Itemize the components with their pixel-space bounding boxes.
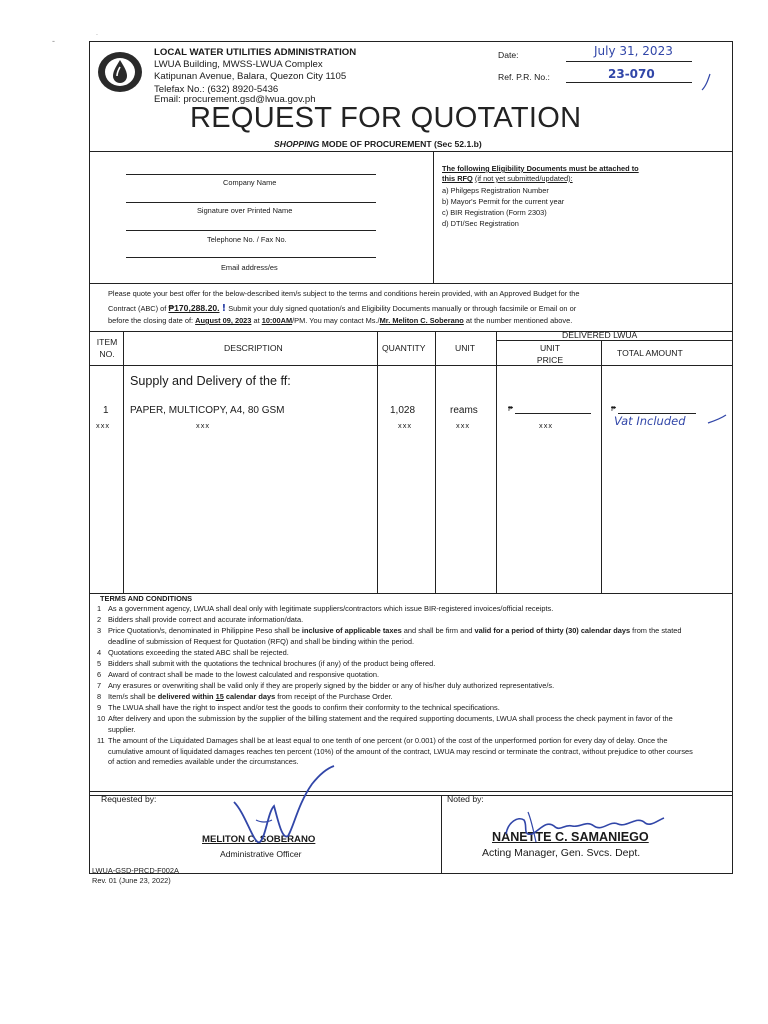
term-text: inclusive of applicable taxes [301,626,402,635]
closing-date-label: before the closing date of: [108,316,194,325]
instructions-abc-label: Contract (ABC) of [108,304,167,313]
rfq-form [89,41,733,796]
requester-name: MELITON C. SOBERANO [202,834,316,845]
ref-pr-label: Ref. P.R. No.: [498,72,550,82]
terms-bottom-border [90,791,732,792]
term-text: As a government agency, LWUA shall deal only with legitimate suppliers/contractors which issue BIR-registered invoices/official receipts. [108,604,554,613]
requester-title: Administrative Officer [220,849,302,859]
term-text: Award of contract shall be made to the lowest calculated and responsive quotation. [108,670,380,679]
term-number: 7 [97,681,102,690]
item-quantity: 1,028 [390,405,416,416]
end-marker: xxx [539,421,554,430]
company-name-line [126,174,376,175]
term-text: Quotations exceeding the stated ABC shall be rejected. [108,648,289,657]
term-text: 15 [215,692,224,701]
term-text: Bidders shall provide correct and accurate information/data. [108,615,304,624]
instructions-line3 [108,316,572,325]
org-name: LOCAL WATER UTILITIES ADMINISTRATION [154,47,357,58]
org-telefax: Telefax No.: (632) 8920-5436 [154,84,279,95]
procurement-mode-emph: SHOPPING [274,139,320,149]
term-item [97,626,698,647]
eligibility-divider [90,283,732,284]
date-underline [566,61,692,62]
table-header-bottom-border [90,365,732,366]
lwua-logo-icon [96,50,144,94]
requester-signature [220,762,350,857]
date-label: Date: [498,50,519,60]
term-item [97,714,698,735]
peso-sign: ₱ [611,404,616,413]
term-text: from receipt of the Purchase Order. [275,692,393,701]
term-number: 10 [97,714,106,723]
term-number: 3 [97,626,102,635]
instructions-submit: Submit your duly signed quotation/s and Eligibility Documents manually or through facsimile or Email on or [228,304,577,313]
term-text: The amount of the Liquidated Damages shall be at least equal to one tenth of one percent (or 0.001) of the cost of the unperformed portion for every day of delay. Once the cumulative amount of liquidated damages reaches ten percent (10%) of the amount of the contract, LWUA may rescind or terminate the contract, without prejudice to other courses of action and remedies available under the circumstances. [108,736,693,766]
term-text: Item/s shall be [108,692,158,701]
item-unit: reams [450,405,478,416]
term-number: 2 [97,615,102,624]
signature-divider [89,795,90,874]
col-divider-description [377,331,378,593]
header-total-amount: TOTAL AMOUNT [617,348,683,358]
ref-pr-underline [566,82,692,83]
eligibility-item: b) Mayor's Permit for the current year [442,197,565,206]
contact-label: /PM. You may contact Ms./ [292,316,380,325]
header-description: DESCRIPTION [224,343,283,353]
header-delivered: DELIVERED LWUA [562,330,638,340]
eligibility-heading-line2 [442,174,573,183]
col-divider-quantity [435,331,436,593]
closing-time: 10:00AM [261,316,293,325]
term-item [97,670,698,681]
term-item [97,692,698,703]
noter-name: NANETTE C. SAMANIEGO [492,830,649,844]
term-number: 9 [97,703,102,712]
org-address-line1: LWUA Building, MWSS-LWUA Complex [154,59,323,70]
term-text: delivered within [157,692,216,701]
term-text: calendar days [223,692,276,701]
terms-heading: TERMS AND CONDITIONS [100,594,193,603]
term-number: 1 [97,604,102,613]
email-label: Email address/es [221,263,278,272]
unit-price-blank [515,413,591,414]
header-quantity: QUANTITY [382,343,426,353]
term-number: 5 [97,659,102,668]
telephone-line [126,230,376,231]
item-number: 1 [103,405,109,416]
closing-at: at [253,316,260,325]
abc-amount: ₱170,288.20. [168,303,220,313]
terms-list [97,604,708,788]
term-item [97,659,698,670]
item-description: PAPER, MULTICOPY, A4, 80 GSM [130,405,285,416]
eligibility-heading-rfq: this RFQ [442,174,473,183]
term-number: 6 [97,670,102,679]
term-number: 8 [97,692,102,701]
term-item [97,604,698,615]
noter-title: Acting Manager, Gen. Svcs. Dept. [482,847,641,859]
form-code: LWUA-GSD-PRCD-F002A [92,866,179,875]
noted-by-label: Noted by: [447,794,484,804]
instructions-line2 [108,303,576,314]
instructions-line1: Please quote your best offer for the below-described item/s subject to the terms and conditions herein provided, with an Approved Budget for the [108,289,580,298]
bidder-eligibility-divider [433,151,434,283]
term-item [97,648,698,659]
term-text: Bidders shall submit with the quotations the technical brochures (if any) of the product being offered. [108,659,436,668]
eligibility-heading-note: (if not yet submitted/updated): [474,174,573,183]
stray-mark: - [52,36,55,46]
header-unit: UNIT [455,343,476,353]
date-value: July 31, 2023 [594,44,673,58]
email-line [126,257,376,258]
peso-sign: ₱ [508,404,513,413]
term-number: 11 [97,736,105,745]
header-item-no: ITEM NO. [96,337,118,359]
term-text: from the stated deadline of submission of Request for Quotation (RFQ) and shall be binding within the period. [108,626,682,646]
signature-bottom-border [89,873,733,874]
col-divider-item [123,331,124,593]
header-unit-price: UNIT PRICE [536,343,564,365]
closing-date: August 09, 2023 [195,316,252,325]
end-marker: xxx [96,421,111,430]
signature-divider [732,795,733,874]
eligibility-heading: The following Eligibility Documents must be attached to [442,164,639,173]
term-item [97,736,698,768]
contact-note: at the number mentioned above. [465,316,573,325]
supply-intro: Supply and Delivery of the ff: [130,374,291,388]
eligibility-item: a) Philgeps Registration Number [442,186,549,195]
term-item [97,681,698,692]
header-divider [90,151,732,152]
telephone-label: Telephone No. / Fax No. [207,235,287,244]
check-mark-icon [700,72,714,92]
term-text: and shall be firm and [401,626,475,635]
ref-pr-value: 23-070 [608,67,655,81]
abc-correction-mark: ! [221,303,227,314]
signature-line [126,202,376,203]
noter-signature [498,806,668,846]
term-text: Any erasures or overwriting shall be valid only if they are properly signed by the bidder or any of his/her duly authorized representative/s. [108,681,555,690]
requested-by-label: Requested by: [101,794,157,804]
term-item [97,703,698,714]
signature-label: Signature over Printed Name [197,206,293,215]
document-title: REQUEST FOR QUOTATION [190,102,582,134]
col-divider-unit-price [601,340,602,593]
end-marker: xxx [398,421,413,430]
signature-divider [441,795,442,874]
term-text: The LWUA shall have the right to inspect and/or test the goods to confirm their conformity to the technical specifications. [108,703,500,712]
delivered-subheader-line [496,340,732,341]
end-marker: xxx [196,421,211,430]
end-marker: xxx [456,421,471,430]
term-text: Price Quotation/s, denominated in Philippine Peso shall be [108,626,302,635]
eligibility-item: c) BIR Registration (Form 2303) [442,208,547,217]
org-email: Email: procurement.gsd@lwua.gov.ph [154,94,316,105]
term-text: After delivery and upon the submission by the supplier of the billing statement and the required supporting documents, LWUA shall process the check payment in favor of the supplier. [108,714,673,734]
procurement-mode [274,139,482,149]
term-number: 4 [97,648,102,657]
contact-person: Mr. Meliton C. Soberano [379,316,464,325]
eligibility-item: d) DTI/Sec Registration [442,219,519,228]
vat-included-note: Vat Included [614,414,686,428]
org-address-line2: Katipunan Avenue, Balara, Quezon City 1105 [154,71,347,82]
form-revision: Rev. 01 (June 23, 2022) [92,876,171,885]
procurement-mode-rest: MODE OF PROCUREMENT (Sec 52.1.b) [321,139,482,149]
stray-mark: . [96,30,98,37]
company-name-label: Company Name [223,178,277,187]
col-divider-unit [496,331,497,593]
term-item [97,615,698,626]
check-mark-icon [706,413,728,427]
term-text: valid for a period of thirty (30) calendar days [474,626,631,635]
